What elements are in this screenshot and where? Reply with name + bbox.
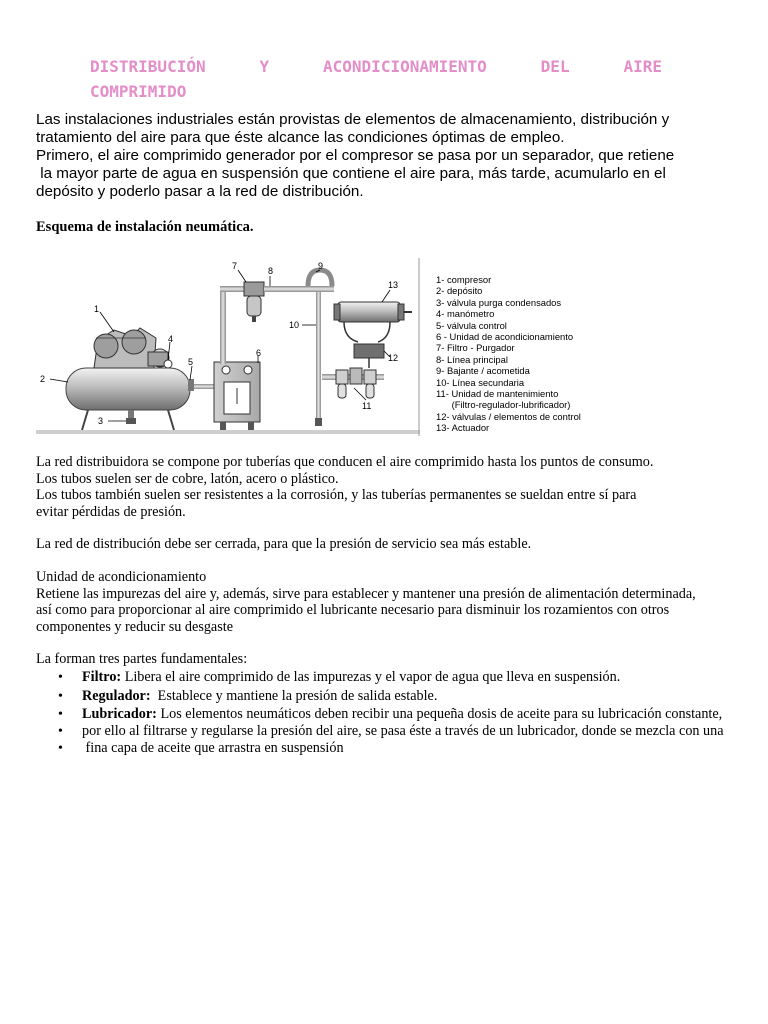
legend-item: 9- Bajante / acometida: [436, 365, 530, 377]
unit-line: Retiene las impurezas del aire y, además, sirve para establecer y mantener una presión de alimentación determinada,: [36, 585, 696, 602]
secondary-drain: [315, 418, 322, 426]
figure-legend: [436, 274, 581, 434]
part-term: Filtro:: [82, 669, 122, 685]
title-word: Y: [259, 57, 270, 76]
main-line: [264, 286, 334, 292]
legend-item: 1- compresor: [436, 274, 492, 285]
network-line: La red distribuidora se compone por tuberías que conducen el aire comprimido hasta los puntos de consumo.: [36, 454, 654, 470]
riser-pipe: [220, 290, 226, 364]
unit-line: componentes y reducir su desgaste: [36, 618, 233, 635]
manometer: [164, 360, 172, 368]
legend-item: 8- Línea principal: [436, 353, 508, 365]
legend-item: 11- Unidad de mantenimiento: [436, 388, 559, 400]
title-word: DEL: [540, 57, 570, 76]
list-item: [36, 687, 724, 706]
part-text: fina capa de aceite que arrastra en suspensión: [82, 740, 344, 756]
list-item: [36, 668, 724, 687]
intro-line: Las instalaciones industriales están provistas de elementos de almacenamiento, distribución y: [36, 111, 670, 128]
intro-line: tratamiento del aire para que éste alcance las condiciones óptimas de empleo.: [36, 129, 565, 146]
list-item: [36, 723, 724, 740]
network-line: Los tubos suelen ser de cobre, latón, acero o plástico.: [36, 470, 339, 487]
callout-5: 5: [188, 357, 194, 367]
actuator: [334, 302, 412, 322]
title-word: ACONDICIONAMIENTO: [323, 57, 487, 76]
legend-item: 5- válvula control: [436, 319, 507, 331]
callout-6: 6: [256, 348, 262, 358]
closed-network-line: La red de distribución debe ser cerrada, para que la presión de servicio sea más estable.: [36, 536, 532, 552]
legend-item: 4- manómetro: [436, 308, 495, 320]
callout-3: 3: [98, 416, 104, 426]
callout-2: 2: [40, 374, 46, 384]
part-text: por ello al filtrarse y regularse la presión del aire, se pasa éste a través de un lubricador, donde se mezcla con una: [82, 723, 724, 739]
drop-line: [308, 270, 332, 286]
legend-item: 6 - Unidad de acondicionamiento: [436, 331, 574, 343]
title-word: AIRE: [623, 57, 662, 76]
control-valve: [188, 379, 194, 391]
network-line: Los tubos también suelen ser resistentes a la corrosión, y las tuberías permanentes se sueldan entre sí para: [36, 487, 637, 503]
callout-13: 13: [388, 280, 399, 290]
callout-1: 1: [94, 304, 100, 314]
document-title: [90, 54, 662, 104]
legend-item: 7- Filtro - Purgador: [436, 342, 515, 354]
unit-line: así como para proporcionar al aire comprimido el lubricante necesario para disminuir los rozamientos con otros: [36, 602, 670, 618]
list-item: [36, 740, 724, 757]
intro-paragraph: [36, 111, 736, 201]
filter-purger: [244, 282, 264, 322]
legend-item: 12- válvulas / elementos de control: [436, 410, 581, 422]
scheme-heading: Esquema de instalación neumática.: [36, 219, 254, 235]
closed-network-paragraph: [36, 536, 531, 553]
control-valve-block: [354, 344, 384, 358]
legend-item: 2- depósito: [436, 285, 483, 297]
intro-line: la mayor parte de agua en suspensión que contiene el aire para, más tarde, acumularlo en el: [36, 165, 666, 182]
secondary-line: [316, 292, 321, 418]
compressor: [94, 328, 169, 368]
floor: [36, 430, 420, 434]
actuator-hoses: [344, 322, 390, 342]
part-term: Regulador:: [82, 688, 151, 704]
callout-10: 10: [289, 320, 300, 330]
parts-list: [36, 668, 724, 757]
legend-item: 13- Actuador: [436, 422, 490, 434]
intro-line: depósito y poderlo pasar a la red de distribución.: [36, 183, 364, 200]
conditioning-unit: [214, 362, 260, 430]
part-text: Establece y mantiene la presión de salida estable.: [150, 688, 438, 704]
title-line-2: COMPRIMIDO: [90, 82, 187, 101]
part-term: Lubricador:: [82, 706, 157, 722]
callout-11: 11: [362, 401, 372, 411]
maintenance-unit: [322, 358, 384, 398]
pneumatic-installation-diagram: [36, 258, 428, 440]
part-text: Libera el aire comprimido de las impurezas y el vapor de agua que lleva en suspensión.: [121, 669, 621, 685]
title-word: DISTRIBUCIÓN: [90, 57, 206, 76]
callout-4: 4: [168, 334, 174, 344]
conditioning-unit-paragraph: [36, 569, 696, 635]
network-line: evitar pérdidas de presión.: [36, 503, 186, 520]
callout-7: 7: [232, 261, 238, 271]
intro-line: Primero, el aire comprimido generador por el compresor se pasa por un separador, que retiene: [36, 147, 675, 164]
unit-heading: Unidad de acondicionamiento: [36, 569, 207, 585]
callout-12: 12: [388, 353, 399, 363]
legend-item: (Filtro-regulador-lubrificador): [436, 399, 571, 411]
drain-valve: [126, 418, 136, 424]
list-item: [36, 706, 724, 723]
part-text: Los elementos neumáticos deben recibir una pequeña dosis de aceite para su lubricación constante,: [156, 706, 723, 722]
callout-9: 9: [318, 261, 324, 271]
title-line-1: [90, 54, 662, 79]
legend-item: 10- Línea secundaria: [436, 376, 525, 388]
callout-8: 8: [268, 266, 274, 276]
network-paragraph: [36, 454, 653, 520]
legend-item: 3- válvula purga condensados: [436, 296, 562, 308]
parts-intro: La forman tres partes fundamentales:: [36, 651, 248, 667]
